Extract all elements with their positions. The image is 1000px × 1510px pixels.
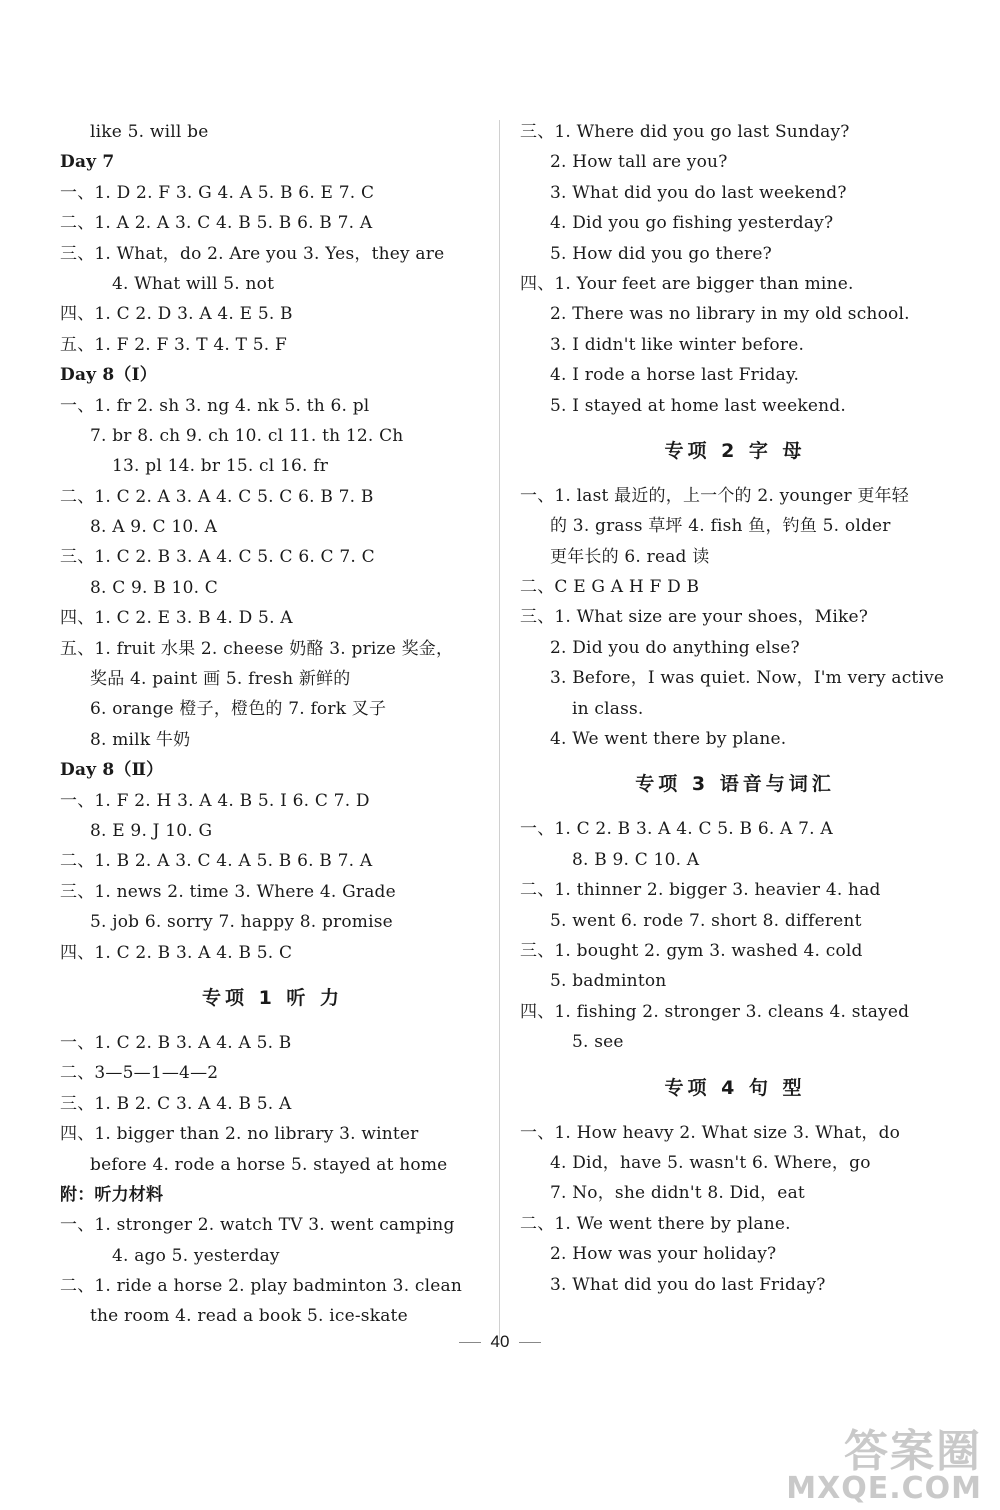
answer-line: 8. milk 牛奶 — [90, 729, 191, 750]
answer-line: 四、1. Your feet are bigger than mine. — [520, 273, 854, 294]
answer-line: 一、1. C 2. B 3. A 4. C 5. B 6. A 7. A — [520, 819, 833, 840]
answer-line: 三、1. news 2. time 3. Where 4. Grade — [60, 881, 396, 902]
answer-line: 2. How was your holiday? — [550, 1244, 777, 1265]
answer-line: 一、1. stronger 2. watch TV 3. went camping — [60, 1215, 455, 1236]
answer-line: 4. ago 5. yesterday — [112, 1245, 280, 1266]
day-heading: Day 7 — [60, 152, 115, 173]
left-column — [60, 117, 485, 1332]
answer-line: 四、1. fishing 2. stronger 3. cleans 4. stayed — [520, 1001, 910, 1022]
page-number-footer — [0, 1332, 1000, 1352]
answer-line: 2. Did you do anything else? — [550, 637, 800, 658]
answer-line: 一、1. C 2. B 3. A 4. A 5. B — [60, 1032, 292, 1053]
answer-line: 6. orange 橙子，橙色的 7. fork 叉子 — [90, 699, 387, 720]
answer-line: 4. What will 5. not — [112, 273, 275, 294]
answer-line: 二、1. C 2. A 3. A 4. C 5. C 6. B 7. B — [60, 486, 374, 507]
answer-line: 5. badminton — [550, 971, 667, 992]
answer-line: before 4. rode a horse 5. stayed at home — [90, 1154, 448, 1175]
answer-line: 8. C 9. B 10. C — [90, 577, 219, 598]
section-heading: 专项 4 句 型 — [664, 1076, 806, 1099]
answer-line: in class. — [572, 698, 644, 719]
answer-line: 8. B 9. C 10. A — [572, 849, 700, 870]
answer-line: 二、1. We went there by plane. — [520, 1213, 791, 1234]
section-heading: 专项 1 听 力 — [201, 986, 344, 1009]
answer-line: 四、1. C 2. D 3. A 4. E 5. B — [60, 304, 293, 325]
day-heading: Day 8（Ⅱ） — [60, 760, 164, 781]
answer-line: 的 3. grass 草坪 4. fish 鱼，钓鱼 5. older — [550, 516, 891, 537]
day-heading: 附：听力材料 — [60, 1184, 164, 1205]
answer-line: 二、3—5—1—4—2 — [60, 1063, 219, 1084]
answer-line: 3. Before，I was quiet. Now，I'm very active — [550, 668, 945, 689]
answer-line: 二、1. ride a horse 2. play badminton 3. clean — [60, 1276, 463, 1297]
answer-line: 5. went 6. rode 7. short 8. different — [550, 910, 862, 931]
answer-line: 三、1. What，do 2. Are you 3. Yes，they are — [60, 243, 445, 264]
answer-line: 二、1. B 2. A 3. C 4. A 5. B 6. B 7. A — [60, 851, 373, 872]
answer-line: 奖品 4. paint 画 5. fresh 新鲜的 — [90, 669, 351, 690]
answer-line: 二、C E G A H F D B — [520, 577, 700, 598]
answer-line: 8. E 9. J 10. G — [90, 820, 213, 841]
answer-line: 五、1. F 2. F 3. T 4. T 5. F — [60, 334, 287, 355]
answer-line: 四、1. C 2. E 3. B 4. D 5. A — [60, 608, 293, 629]
answer-line: 更年长的 6. read 读 — [550, 546, 710, 567]
answer-line: 三、1. B 2. C 3. A 4. B 5. A — [60, 1093, 292, 1114]
answer-line: 三、1. What size are your shoes，Mike? — [520, 607, 869, 628]
answer-line: 5. How did you go there? — [550, 243, 772, 264]
watermark-line1: 答案圈 — [844, 1426, 982, 1477]
answer-line: 3. I didn't like winter before. — [550, 334, 805, 355]
answer-line: 7. br 8. ch 9. ch 10. cl 11. th 12. Ch — [90, 425, 404, 446]
answer-line: 一、1. last 最近的，上一个的 2. younger 更年轻 — [520, 485, 909, 506]
answer-line: 3. What did you do last Friday? — [550, 1274, 826, 1295]
answer-line: 一、1. How heavy 2. What size 3. What，do — [520, 1122, 901, 1143]
section-heading: 专项 3 语音与词汇 — [635, 773, 835, 796]
answer-line: 三、1. bought 2. gym 3. washed 4. cold — [520, 940, 863, 961]
column-divider — [499, 120, 500, 1340]
day-heading: Day 8（Ⅰ） — [60, 365, 157, 386]
answer-line: 二、1. A 2. A 3. C 4. B 5. B 6. B 7. A — [60, 213, 373, 234]
answer-line: 一、1. fr 2. sh 3. ng 4. nk 5. th 6. pl — [60, 395, 370, 416]
answer-line: 3. What did you do last weekend? — [550, 182, 847, 203]
answer-line: 8. A 9. C 10. A — [90, 517, 218, 538]
answer-line: 5. see — [572, 1032, 624, 1053]
answer-line: 三、1. C 2. B 3. A 4. C 5. C 6. C 7. C — [60, 547, 375, 568]
answer-line: like 5. will be — [90, 122, 209, 142]
answer-line: 一、1. D 2. F 3. G 4. A 5. B 6. E 7. C — [60, 182, 375, 203]
answer-line: 4. Did you go fishing yesterday? — [550, 213, 834, 234]
footer-rule-right — [519, 1342, 541, 1343]
answer-line: 2. How tall are you? — [550, 152, 728, 173]
answer-line: 二、1. thinner 2. bigger 3. heavier 4. had — [520, 880, 881, 901]
answer-line: 4. Did，have 5. wasn't 6. Where，go — [550, 1152, 871, 1173]
right-column — [520, 117, 950, 1300]
page-number: 40 — [490, 1332, 510, 1351]
answer-line: 4. We went there by plane. — [550, 729, 787, 750]
answer-line: 7. No，she didn't 8. Did，eat — [550, 1183, 805, 1204]
watermark-logo — [786, 1426, 982, 1506]
footer-rule-left — [459, 1342, 481, 1343]
answer-line: 五、1. fruit 水果 2. cheese 奶酪 3. prize 奖金， — [60, 638, 454, 659]
answer-line: the room 4. read a book 5. ice-skate — [90, 1306, 408, 1327]
watermark-line2: MXQE.COM — [786, 1471, 982, 1506]
answer-line: 5. job 6. sorry 7. happy 8. promise — [90, 912, 393, 933]
section-heading: 专项 2 字 母 — [664, 439, 806, 462]
answer-line: 4. I rode a horse last Friday. — [550, 365, 800, 386]
answer-line: 四、1. C 2. B 3. A 4. B 5. C — [60, 942, 293, 963]
answer-line: 13. pl 14. br 15. cl 16. fr — [112, 456, 329, 477]
answer-line: 四、1. bigger than 2. no library 3. winter — [60, 1124, 419, 1145]
answer-line: 2. There was no library in my old school. — [550, 304, 910, 325]
answer-line: 5. I stayed at home last weekend. — [550, 395, 846, 416]
answer-line: 三、1. Where did you go last Sunday? — [520, 122, 850, 142]
answer-line: 一、1. F 2. H 3. A 4. B 5. I 6. C 7. D — [60, 790, 370, 811]
